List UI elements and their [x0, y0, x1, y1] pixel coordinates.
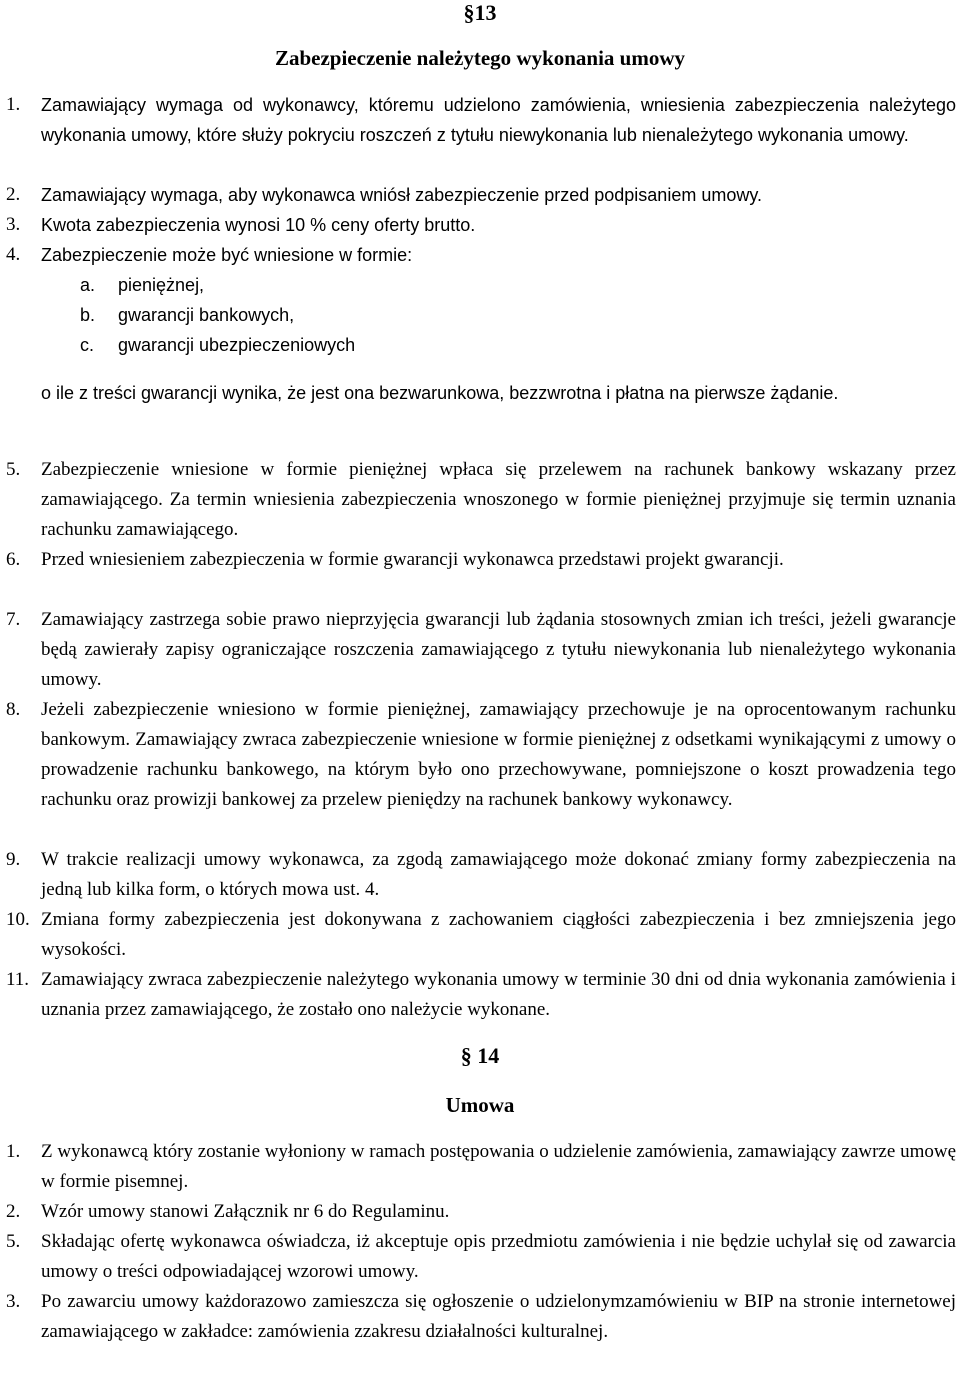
list-item: [6, 90, 956, 150]
item-number: 2.: [6, 1201, 21, 1222]
item-text: Zamawiający zastrzega sobie prawo nieprzyjęcia gwarancji lub żądania stosownych zmian ich treści, jeżeli gwarancje będą zawierały zapisy ograniczające roszczenia zamawiającego z tytułu niewykonania lub nienależytego wykonania umowy.: [41, 609, 956, 690]
item-text: Zamawiający wymaga, aby wykonawca wniósł zabezpieczenie przed podpisaniem umowy.: [41, 185, 763, 205]
item-text: Kwota zabezpieczenia wynosi 10 % ceny oferty brutto.: [41, 215, 476, 235]
section-13-number: §13: [463, 0, 497, 25]
item-text: Jeżeli zabezpieczenie wniesiono w formie pieniężnej, zamawiający przechowuje je na oprocentowanym rachunku bankowym. Zamawiający zwraca zabezpieczenie wniesione w formie pieniężnej z odsetkami wynikającymi z umowy o prowadzenie rachunku bankowego, na którym było ono przechowywane, pomniejszone o koszt prowadzenia tego rachunku oraz prowizji bankowej za przelew pieniędzy na rachunek bankowy wykonawcy.: [41, 699, 956, 810]
list-item: [6, 905, 956, 965]
list-item: [6, 1287, 956, 1347]
item-text: Zamawiający zwraca zabezpieczenie należytego wykonania umowy w terminie 30 dni od dnia wykonania zamówienia i uznania przez zamawiającego, że zostało ono należycie wykonane.: [41, 969, 956, 1020]
list-item: [6, 180, 956, 210]
item-text: Zmiana formy zabezpieczenia jest dokonywana z zachowaniem ciągłości zabezpieczenia i bez zmniejszenia jego wysokości.: [41, 909, 956, 960]
item-number: 6.: [6, 549, 21, 570]
item-number: 4.: [6, 244, 21, 265]
sub-item-text: gwarancji ubezpieczeniowych: [118, 335, 356, 355]
item-number: 2.: [6, 184, 21, 205]
item-text: Z wykonawcą który zostanie wyłoniony w ramach postępowania o udzielenie zamówienia, zamawiający zawrze umowę w formie pisemnej.: [41, 1141, 956, 1192]
list-item: [6, 210, 956, 240]
item-number: 3.: [6, 214, 21, 235]
section-13-title: Zabezpieczenie należytego wykonania umowy: [274, 46, 686, 70]
sub-item-letter: a.: [80, 275, 96, 295]
sub-item-text: pieniężnej,: [118, 275, 205, 295]
sub-list-item: [80, 330, 480, 360]
item-number: 5.: [6, 1231, 21, 1252]
section-14-title: Umowa: [445, 1093, 515, 1117]
item-text: Przed wniesieniem zabezpieczenia w formie gwarancji wykonawca przedstawi projekt gwarancji.: [41, 549, 784, 570]
item-number: 1.: [6, 94, 21, 115]
list-item: [6, 545, 956, 575]
sub-item-letter: c.: [80, 335, 95, 355]
list-item: [6, 240, 956, 270]
item-number: 1.: [6, 1141, 21, 1162]
list-item: [6, 455, 956, 545]
item-number: 8.: [6, 699, 21, 720]
item-text: Zamawiający wymaga od wykonawcy, któremu udzielono zamówienia, wniesienia zabezpieczenia należytego wykonania umowy, które służy pokryciu roszczeń z tytułu niewykonania lub nienależytego wykonania umowy.: [41, 95, 956, 145]
item-number: 5.: [6, 459, 21, 480]
sub-item-letter: b.: [80, 305, 96, 325]
sub-list-item: [80, 270, 480, 300]
section-14-number: § 14: [460, 1043, 500, 1068]
item-number: 7.: [6, 609, 21, 630]
item-number: 3.: [6, 1291, 21, 1312]
list-item: [6, 1227, 956, 1287]
item-text: W trakcie realizacji umowy wykonawca, za zgodą zamawiającego może dokonać zmiany formy zabezpieczenia na jedną lub kilka form, o których mowa ust. 4.: [41, 849, 956, 900]
item-text: Wzór umowy stanowi Załącznik nr 6 do Regulaminu.: [41, 1201, 450, 1222]
item-text: Po zawarciu umowy każdorazowo zamieszcza się ogłoszenie o udzielonymzamówieniu w BIP na stronie internetowej zamawiającego w zakładce: zamówienia zzakresu działalności kulturalnej.: [41, 1291, 956, 1342]
list-item: [6, 1137, 956, 1197]
sub-list-item: [80, 300, 480, 330]
item-number: 10.: [6, 909, 30, 930]
list-item: [6, 965, 956, 1025]
list-item: [6, 695, 956, 815]
item-text: Zabezpieczenie może być wniesione w formie:: [41, 245, 413, 265]
sub-item-text: gwarancji bankowych,: [118, 305, 295, 325]
list-item: [6, 1197, 956, 1227]
item-number: 9.: [6, 849, 21, 870]
item-text: Składając ofertę wykonawca oświadcza, iż akceptuje opis przedmiotu zamówienia i nie będzie uchylał się od zawarcia umowy o treści odpowiadającej wzorowi umowy.: [41, 1231, 956, 1282]
item-number: 11.: [6, 969, 30, 990]
guarantee-note: o ile z treści gwarancji wynika, że jest ona bezwarunkowa, bezzwrotna i płatna na pierwsze żądanie.: [41, 383, 839, 403]
list-item: [6, 845, 956, 905]
list-item: [6, 605, 956, 695]
item-text: Zabezpieczenie wniesione w formie pieniężnej wpłaca się przelewem na rachunek bankowy wskazany przez zamawiającego. Za termin wniesienia zabezpieczenia wnoszonego w formie pieniężnej przyjmuje się termin uznania rachunku zamawiającego.: [41, 459, 956, 540]
